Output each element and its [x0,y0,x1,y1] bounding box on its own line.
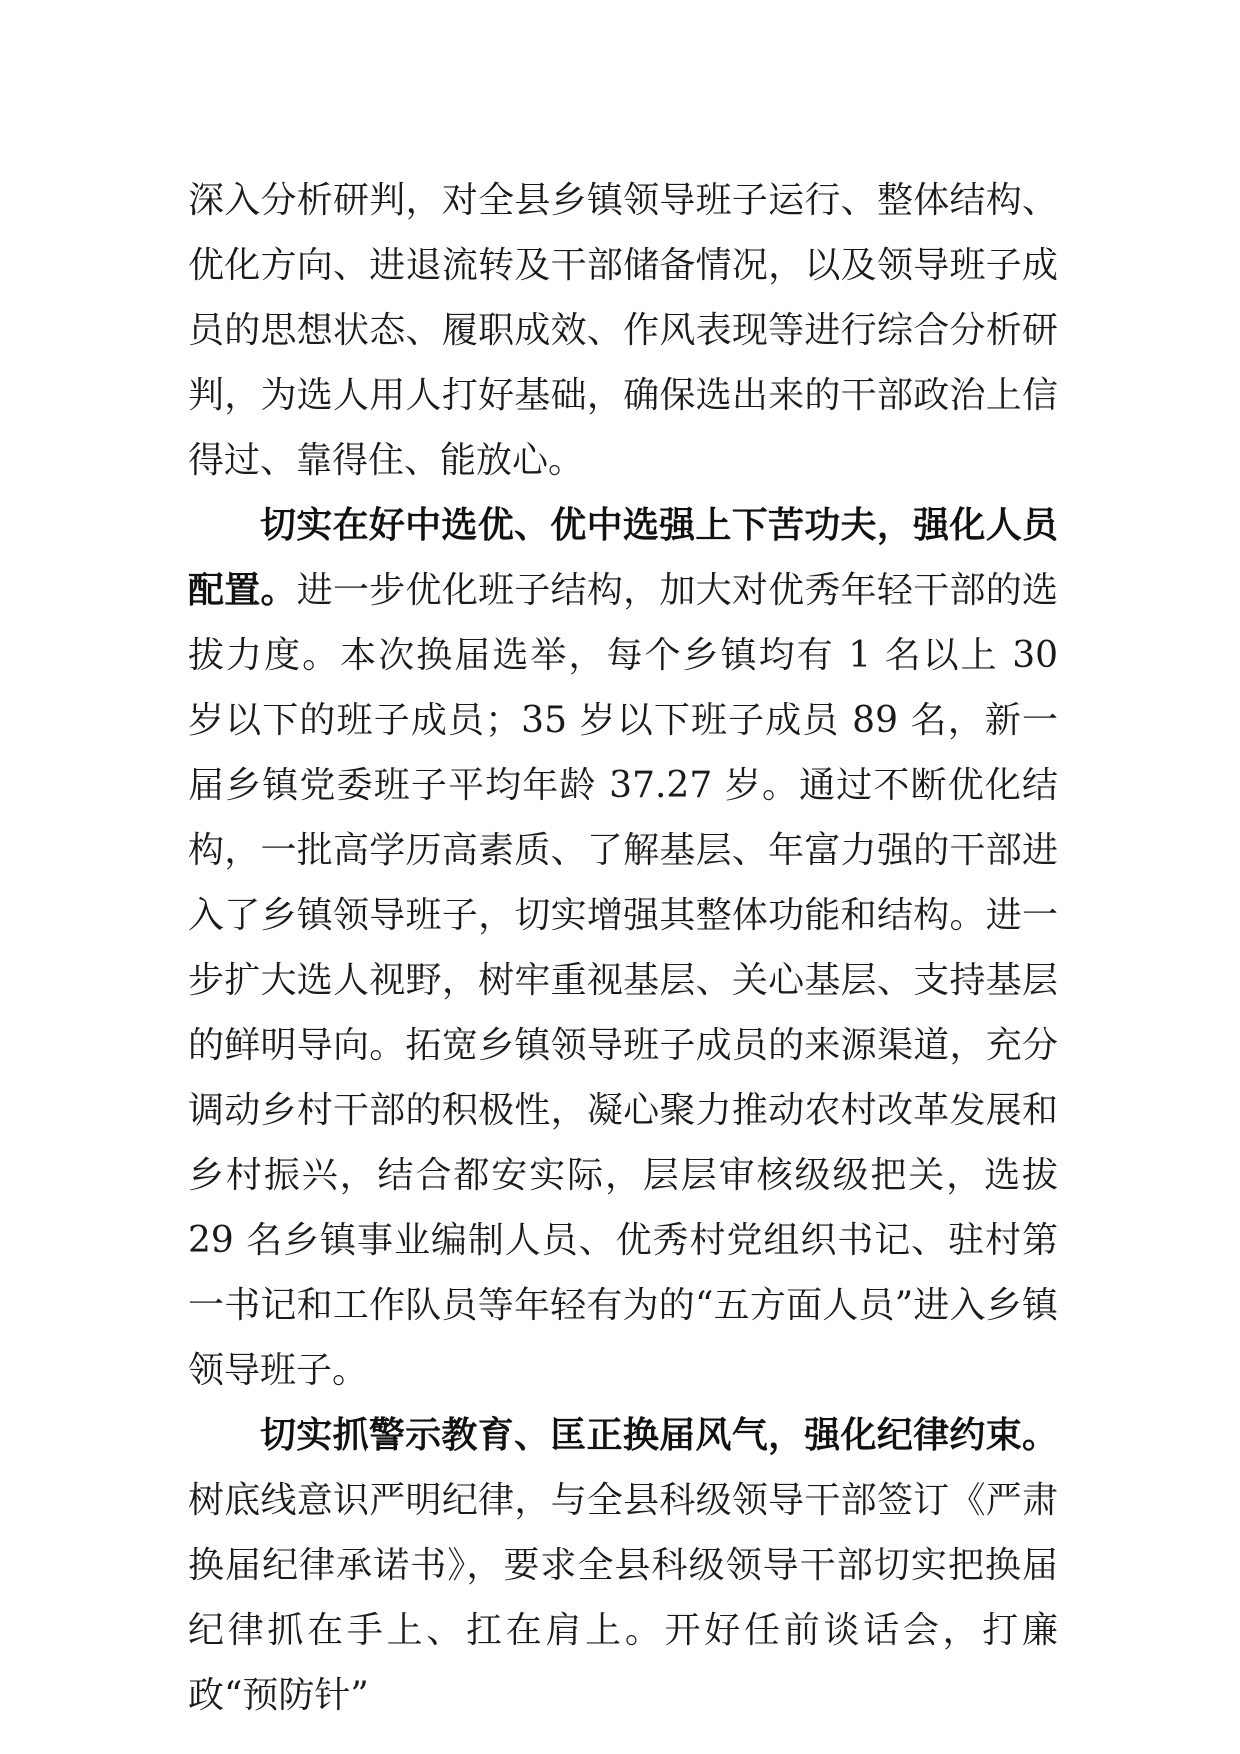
document-body [188,168,1058,1728]
paragraph-continuation [188,168,1058,493]
paragraph-discipline [188,1403,1058,1728]
paragraph-body-text: 树底线意识严明纪律，与全县科级领导干部签订《严肃换届纪律承诺书》，要求全县科级领导干部切实把换届纪律抓在手上、扛在肩上。开好任前谈话会，打廉政“预防针” [188,1480,1058,1716]
paragraph-body-text: 进一步优化班子结构，加大对优秀年轻干部的选拔力度。本次换届选举，每个乡镇均有 1 名以上 30 岁以下的班子成员；35 岁以下班子成员 89 名，新一届乡镇党委班子平均年龄 37.27 岁。通过不断优化结构，一批高学历高素质、了解基层、年富力强的干部进入了乡镇领导班子，切实增强其整体功能和结构。进一步扩大选人视野，树牢重视基层、关心基层、支持基层的鲜明导向。拓宽乡镇领导班子成员的来源渠道，充分调动乡村干部的积极性，凝心聚力推动农村改革发展和乡村振兴，结合都安实际，层层审核级级把关，选拔 29 名乡镇事业编制人员、优秀村党组织书记、驻村第一书记和工作队员等年轻有为的“五方面人员”进入乡镇领导班子。 [188,570,1058,1391]
paragraph-body-text: 深入分析研判，对全县乡镇领导班子运行、整体结构、优化方向、进退流转及干部储备情况，以及领导班子成员的思想状态、履职成效、作风表现等进行综合分析研判，为选人用人打好基础，确保选出来的干部政治上信得过、靠得住、能放心。 [188,180,1058,481]
paragraph-heading: 切实抓警示教育、匡正换届风气，强化纪律约束。 [260,1415,1058,1456]
paragraph-personnel-allocation [188,493,1058,1403]
paragraph-heading: 切实在好中选优、优中选强上下苦功夫，强化人员配置。 [188,505,1058,611]
